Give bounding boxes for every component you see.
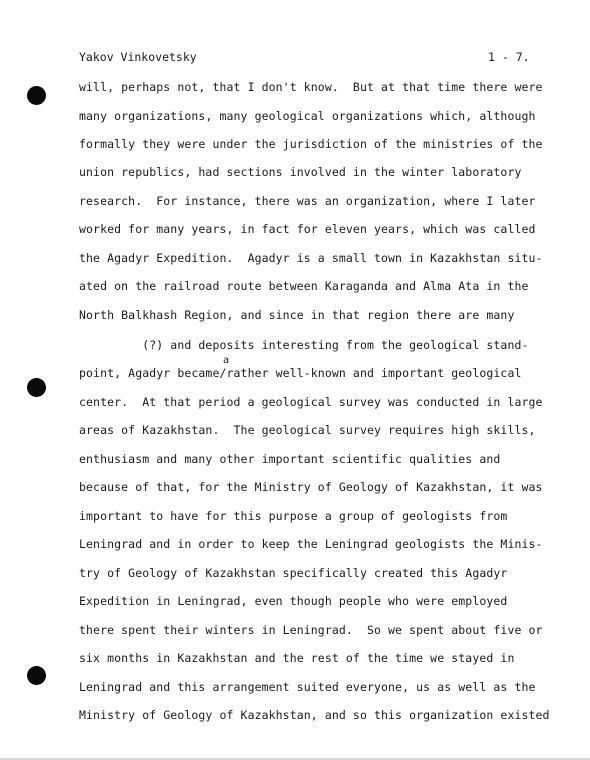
body-line: Expedition in Leningrad, even though people who were employed — [79, 594, 508, 608]
body-line: ated on the railroad route between Karaganda and Alma Ata in the — [79, 279, 529, 293]
body-line: important to have for this purpose a group of geologists from — [79, 509, 508, 523]
body-line: Ministry of Geology of Kazakhstan, and so this organization existed — [79, 708, 550, 722]
header-page-number: 1 - 7. — [488, 50, 530, 64]
body-line: will, perhaps not, that I don't know. But at that time there were — [79, 80, 543, 94]
body-line: many organizations, many geological organizations which, although — [79, 109, 536, 123]
body-line: the Agadyr Expedition. Agadyr is a small town in Kazakhstan situ- — [79, 251, 543, 265]
body-line: areas of Kazakhstan. The geological survey requires high skills, — [79, 423, 536, 437]
binder-hole — [27, 378, 46, 397]
body-line: formally they were under the jurisdiction of the ministries of the — [79, 137, 543, 151]
body-line: North Balkhash Region, and since in that region there are many — [79, 308, 515, 322]
body-line: (?) and deposits interesting from the geological stand- — [79, 338, 529, 352]
body-line: Leningrad and in order to keep the Leningrad geologists the Minis- — [79, 537, 543, 551]
body-line: try of Geology of Kazakhstan specifically created this Agadyr — [79, 566, 508, 580]
body-line: six months in Kazakhstan and the rest of the time we stayed in — [79, 651, 515, 665]
header-author: Yakov Vinkovetsky — [79, 50, 197, 64]
insertion-mark: a — [223, 355, 230, 366]
body-line: center. At that period a geological survey was conducted in large — [79, 395, 543, 409]
body-line: enthusiasm and many other important scientific qualities and — [79, 452, 501, 466]
binder-hole — [27, 86, 46, 105]
body-line: there spent their winters in Leningrad. So we spent about five or — [79, 623, 543, 637]
binder-hole — [27, 666, 46, 685]
body-line: research. For instance, there was an organization, where I later — [79, 194, 536, 208]
body-line: worked for many years, in fact for eleven years, which was called — [79, 222, 536, 236]
body-line: because of that, for the Ministry of Geology of Kazakhstan, it was — [79, 480, 543, 494]
body-line: union republics, had sections involved in the winter laboratory — [79, 165, 522, 179]
body-line: Leningrad and this arrangement suited everyone, us as well as the — [79, 680, 536, 694]
body-line: point, Agadyr became/rather well-known and important geological — [79, 366, 522, 380]
